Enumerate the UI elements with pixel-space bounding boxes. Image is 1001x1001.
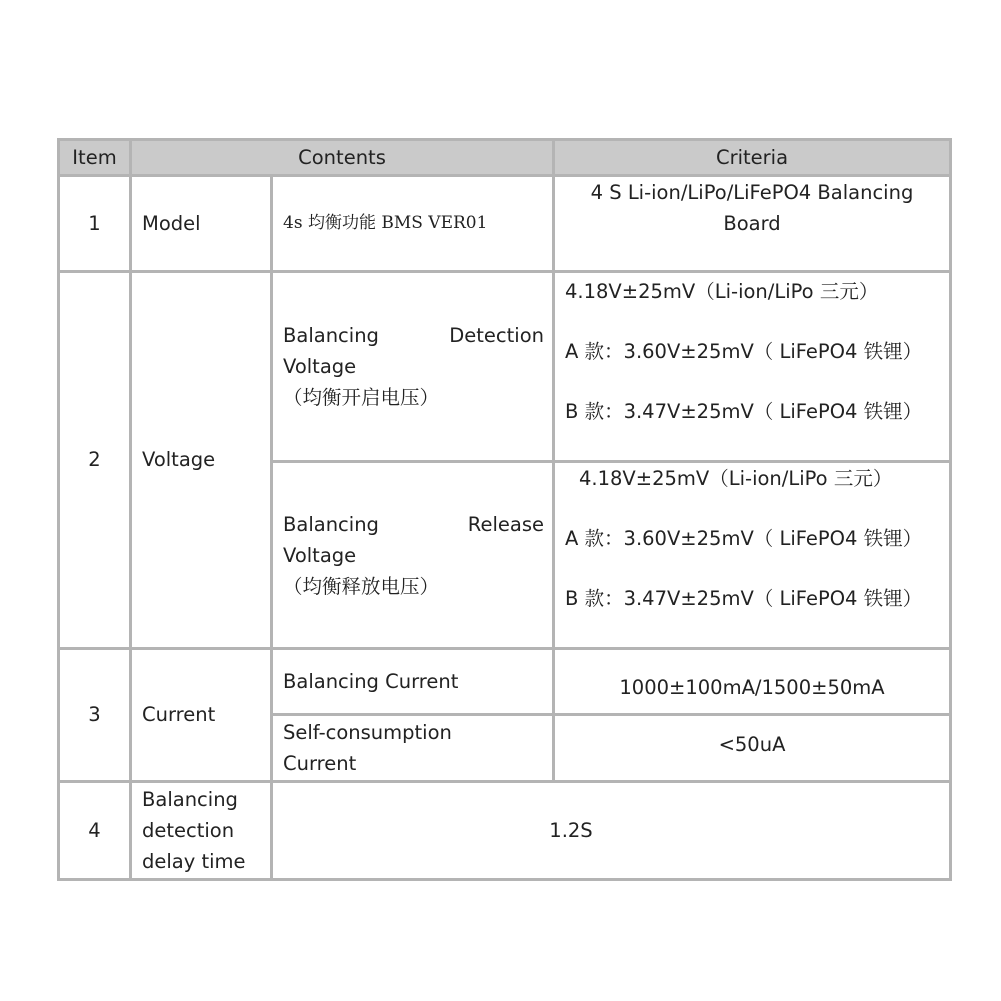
release-label-line3: （均衡释放电压） xyxy=(283,574,440,598)
detection-criteria-line1: 4.18V±25mV（Li-ion/LiPo 三元） xyxy=(565,279,879,303)
self-consumption-label-line2: Current xyxy=(283,751,357,775)
current-label: Current xyxy=(132,650,270,780)
item-number-2: 2 xyxy=(60,273,129,648)
model-content xyxy=(273,177,552,269)
release-criteria-line3: B 款：3.47V±25mV（ LiFePO4 铁锂） xyxy=(565,587,923,611)
voltage-label: Voltage xyxy=(132,273,270,648)
detection-criteria-line2: A 款：3.60V±25mV（ LiFePO4 铁锂） xyxy=(565,339,923,363)
model-criteria xyxy=(555,177,949,269)
item-number-4: 4 xyxy=(60,783,129,878)
delay-value: 1.2S xyxy=(273,783,949,878)
release-label-line2: Voltage xyxy=(283,543,357,567)
balancing-current-value: 1000±100mA/1500±50mA xyxy=(555,650,949,713)
header-item: Item xyxy=(60,141,129,174)
model-criteria-line2: Board xyxy=(723,212,781,236)
model-criteria-line1: 4 S Li-ion/LiPo/LiFePO4 Balancing xyxy=(590,181,914,205)
delay-label-line3: delay time xyxy=(142,849,246,873)
release-criteria-line2: A 款：3.60V±25mV（ LiFePO4 铁锂） xyxy=(565,527,923,551)
table-row-voltage-detection xyxy=(60,273,949,461)
header-criteria: Criteria xyxy=(555,141,949,174)
detection-voltage-criteria xyxy=(555,273,949,461)
item-number-3: 3 xyxy=(60,650,129,780)
header-contents: Contents xyxy=(132,141,552,174)
detection-voltage-label xyxy=(273,273,552,461)
table-row-current-balancing xyxy=(60,650,949,713)
detection-label-line1: Balancing Detection xyxy=(283,323,544,347)
release-voltage-label xyxy=(273,463,552,647)
delay-label xyxy=(132,783,270,878)
model-content-text: 4s 均衡功能 BMS VER01 xyxy=(283,212,488,233)
table-row-model xyxy=(60,177,949,269)
delay-label-line1: Balancing xyxy=(142,787,238,811)
balancing-current-label: Balancing Current xyxy=(273,650,552,713)
release-voltage-criteria xyxy=(555,463,949,647)
release-label-line1: Balancing Release xyxy=(283,512,544,536)
release-criteria-line1: 4.18V±25mV（Li-ion/LiPo 三元） xyxy=(579,467,893,491)
delay-label-line2: detection xyxy=(142,818,235,842)
detection-label-line2: Voltage xyxy=(283,354,357,378)
table-row-delay xyxy=(60,783,949,878)
spec-table xyxy=(57,138,952,881)
self-consumption-label-line1: Self-consumption xyxy=(283,720,452,744)
item-number-1: 1 xyxy=(60,177,129,269)
model-label: Model xyxy=(132,177,270,269)
header-row xyxy=(60,141,949,174)
self-consumption-value: <50uA xyxy=(555,716,949,779)
detection-criteria-line3: B 款：3.47V±25mV（ LiFePO4 铁锂） xyxy=(565,399,923,423)
detection-label-line3: （均衡开启电压） xyxy=(283,385,440,409)
self-consumption-label xyxy=(273,716,552,779)
